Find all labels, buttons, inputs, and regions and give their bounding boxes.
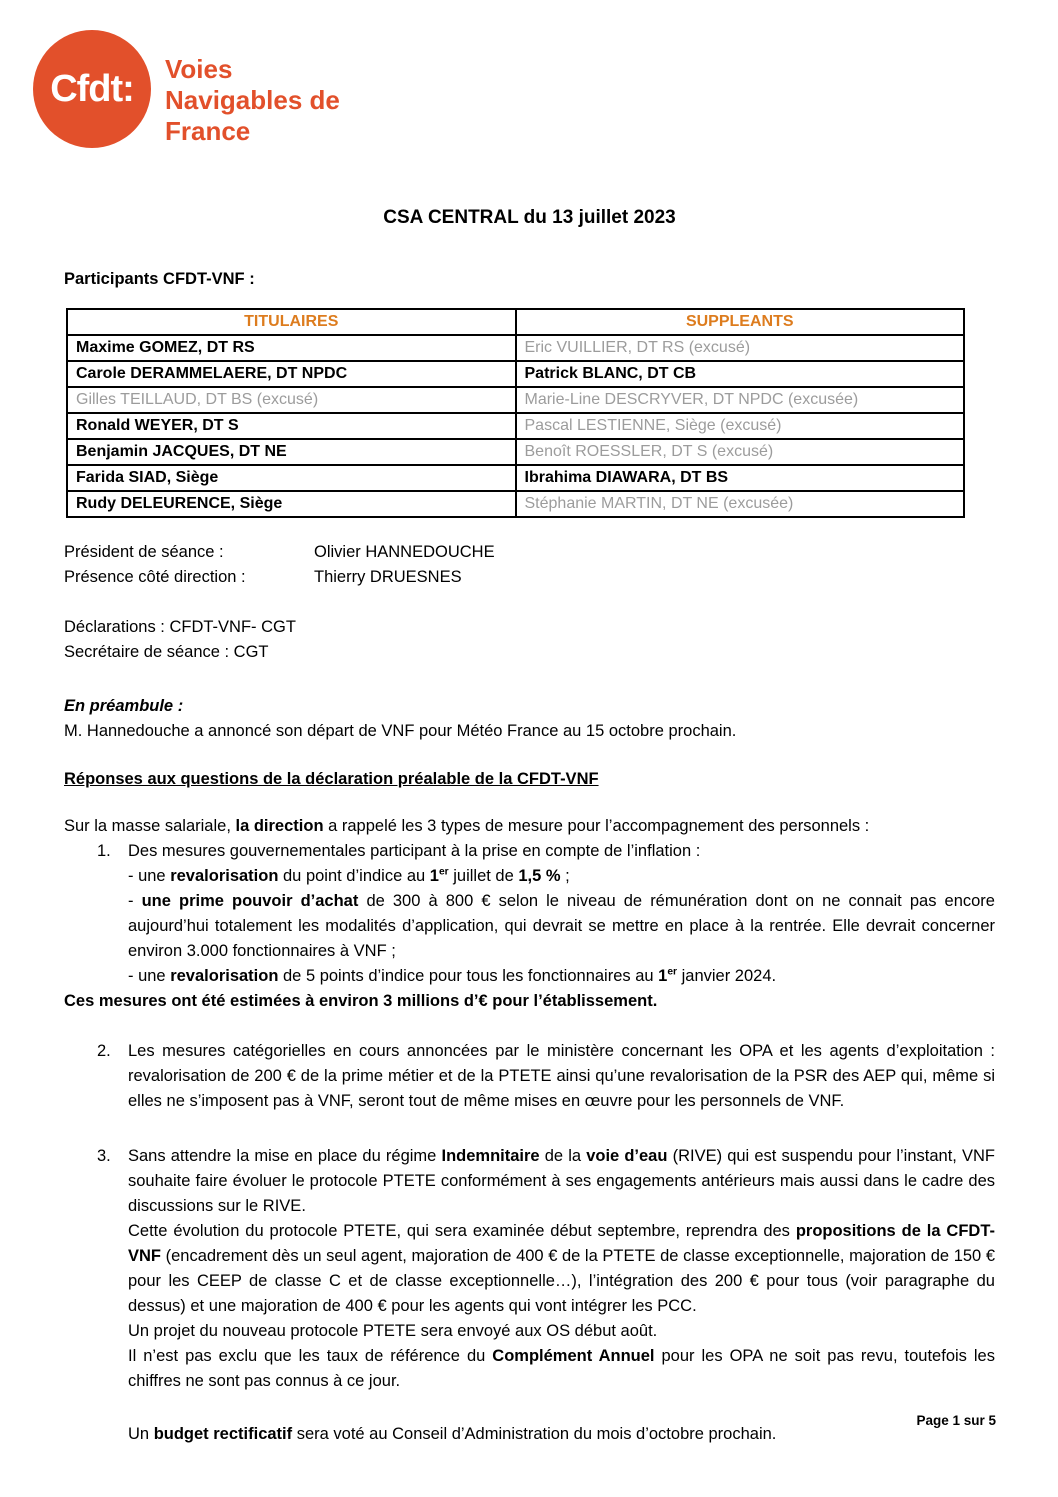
logo-wordmark (165, 54, 340, 147)
list-number: 1. (97, 842, 111, 860)
cfdt-logo (33, 30, 340, 148)
titulaire-cell: Gilles TEILLAUD, DT BS (excusé) (67, 387, 516, 413)
list-item-1 (64, 839, 995, 989)
titulaire-cell: Farida SIAD, Siège (67, 465, 516, 491)
declarations-block (64, 615, 995, 665)
item3-paragraph: Un projet du nouveau protocole PTETE sera envoyé aux OS début août. (128, 1322, 658, 1340)
item1-paragraph: Des mesures gouvernementales participant à la prise en compte de l’inflation : (128, 842, 701, 860)
participants-table-body (67, 335, 964, 517)
suppleant-cell: Stéphanie MARTIN, DT NE (excusée) (516, 491, 965, 517)
direction-value: Thierry DRUESNES (314, 568, 462, 586)
item3-paragraph: Il n’est pas exclu que les taux de référence du Complément Annuel pour les OPA ne soit pas revu, toutefois les chiffres ne sont pas connus à ce jour. (128, 1347, 995, 1390)
table-row (67, 465, 964, 491)
budget-paragraph: Un budget rectificatif sera voté au Conseil d’Administration du mois d’octobre prochain. (128, 1425, 777, 1443)
page-number-footer: Page 1 sur 5 (916, 1413, 996, 1428)
participants-table (66, 308, 965, 518)
preambule-text: M. Hannedouche a annoncé son départ de VNF pour Météo France au 15 octobre prochain. (64, 722, 737, 740)
participants-label: Participants CFDT-VNF : (64, 270, 255, 288)
table-header-row (67, 309, 964, 335)
column-header-titulaires: TITULAIRES (67, 309, 516, 335)
cfdt-logo-text: Cfdt: (50, 67, 134, 110)
declarations-line: Déclarations : CFDT-VNF- CGT (64, 618, 296, 636)
suppleant-cell: Eric VUILLIER, DT RS (excusé) (516, 335, 965, 361)
list-item-3 (64, 1144, 995, 1447)
item3-paragraph: Sans attendre la mise en place du régime Indemnitaire de la voie d’eau (RIVE) qui est suspendu pour l’instant, VNF souhaite faire évoluer le protocole PTETE conformément à ses engagements antérieurs mais aussi dans le cadre des discussions sur le RIVE. (128, 1147, 996, 1215)
table-row (67, 361, 964, 387)
intro-paragraph: Sur la masse salariale, la direction a rappelé les 3 types de mesure pour l’accompagnement des personnels : (64, 817, 870, 835)
secretaire-line: Secrétaire de séance : CGT (64, 643, 269, 661)
suppleant-cell: Pascal LESTIENNE, Siège (excusé) (516, 413, 965, 439)
titulaire-cell: Carole DERAMMELAERE, DT NPDC (67, 361, 516, 387)
list-number: 2. (97, 1042, 111, 1060)
table-row (67, 439, 964, 465)
section-heading: Réponses aux questions de la déclaration préalable de la CFDT-VNF (64, 770, 599, 788)
item2-paragraph: Les mesures catégorielles en cours annoncées par le ministère concernant les OPA et les agents d’exploitation : revalorisation de 200 € de la prime métier et de la PTETE ainsi qu’une revalorisation de la PSR des AEP qui, même si elles ne s’imposent pas à VNF, seront tout de même mises en œuvre pour les personnels de VNF. (128, 1042, 995, 1110)
table-row (67, 491, 964, 517)
column-header-suppleants: SUPPLEANTS (516, 309, 965, 335)
estimate-paragraph: Ces mesures ont été estimées à environ 3 millions d’€ pour l’établissement. (64, 992, 658, 1010)
table-row (67, 413, 964, 439)
suppleant-cell: Marie-Line DESCRYVER, DT NPDC (excusée) (516, 387, 965, 413)
president-value: Olivier HANNEDOUCHE (314, 543, 495, 561)
list-item-2 (64, 1039, 995, 1114)
table-row (67, 387, 964, 413)
wordmark-line: Voies (165, 54, 233, 84)
item1-paragraph: - une revalorisation du point d’indice au 1er juillet de 1,5 % ; (128, 866, 570, 885)
item1-paragraph: - une revalorisation de 5 points d’indice pour tous les fonctionnaires au 1er janvier 2024. (128, 966, 777, 985)
list-number: 3. (97, 1147, 111, 1165)
document-title: CSA CENTRAL du 13 juillet 2023 (383, 207, 676, 228)
direction-label: Présence côté direction : (64, 568, 246, 586)
titulaire-cell: Maxime GOMEZ, DT RS (67, 335, 516, 361)
titulaire-cell: Ronald WEYER, DT S (67, 413, 516, 439)
item1-paragraph: - une prime pouvoir d’achat de 300 à 800 € selon le niveau de rémunération dont on ne connait pas encore aujourd’hui totalement les modalités d’application, qui devrait se mettre en place à la rentrée. Elle devrait concerner environ 3.000 fonctionnaires à VNF ; (128, 892, 995, 960)
wordmark-line: France (165, 116, 251, 146)
suppleant-cell: Benoît ROESSLER, DT S (excusé) (516, 439, 965, 465)
item3-paragraph: Cette évolution du protocole PTETE, qui sera examinée début septembre, reprendra des propositions de la CFDT-VNF (encadrement dès un seul agent, majoration de 400 € de la PTETE de classe exceptionnelle, majoration de 150 € pour les CEEP de classe C et de classe exceptionnelle…), l’intégration des 200 € pour tous (voir paragraphe du dessus) et une majoration de 400 € pour les agents qui vont intégrer les PCC. (128, 1222, 995, 1315)
president-row (64, 540, 995, 565)
wordmark-line: Navigables de (165, 85, 340, 115)
meeting-info-block (64, 540, 995, 590)
titulaire-cell: Rudy DELEURENCE, Siège (67, 491, 516, 517)
suppleant-cell: Ibrahima DIAWARA, DT BS (516, 465, 965, 491)
titulaire-cell: Benjamin JACQUES, DT NE (67, 439, 516, 465)
president-label: Président de séance : (64, 543, 224, 561)
cfdt-logo-circle-icon (33, 30, 151, 148)
preambule-heading: En préambule : (64, 697, 184, 715)
table-row (67, 335, 964, 361)
direction-row (64, 565, 995, 590)
suppleant-cell: Patrick BLANC, DT CB (516, 361, 965, 387)
